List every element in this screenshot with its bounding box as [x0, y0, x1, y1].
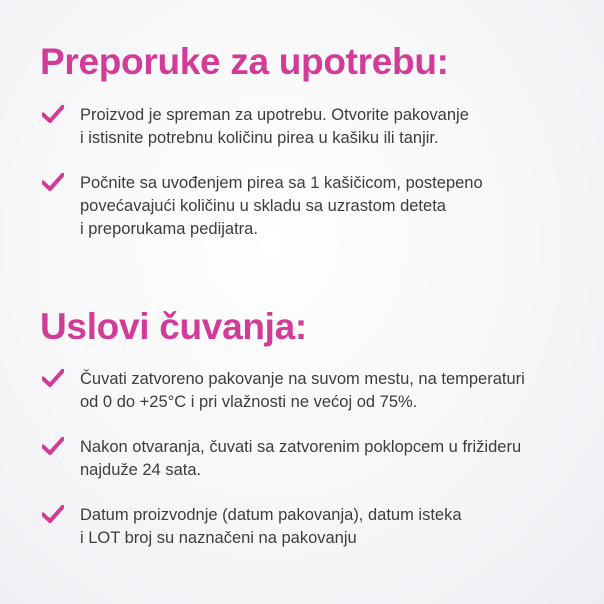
checkmark-icon [42, 173, 64, 191]
checkmark-icon [42, 369, 64, 387]
storage-item-text: Nakon otvaranja, čuvati sa zatvorenim poklopcem u frižideru najduže 24 sata. [80, 438, 522, 479]
storage-item-text: Datum proizvodnje (datum pakovanja), datum isteka i LOT broj su naznačeni na pakovanju [80, 506, 462, 547]
checkmark-icon [42, 437, 64, 455]
usage-item-text: Počnite sa uvođenjem pirea sa 1 kašičicom, postepeno povećavajući količinu u skladu sa uzrastom deteta i preporukama pedijatra. [80, 174, 483, 238]
checkmark-icon [42, 505, 64, 523]
usage-title: Preporuke za upotrebu: [40, 41, 449, 82]
usage-section [40, 40, 580, 238]
storage-item-text: Čuvati zatvoreno pakovanje na suvom mestu, na temperaturi od 0 do +25°C i pri vlažnosti ne većoj od 75%. [80, 370, 525, 411]
usage-item-text: Proizvod je spreman za upotrebu. Otvorite pakovanje i istisnite potrebnu količinu pirea u kašiku ili tanjir. [80, 106, 469, 147]
storage-title: Uslovi čuvanja: [40, 306, 307, 347]
checkmark-icon [42, 105, 64, 123]
storage-section [40, 305, 580, 547]
